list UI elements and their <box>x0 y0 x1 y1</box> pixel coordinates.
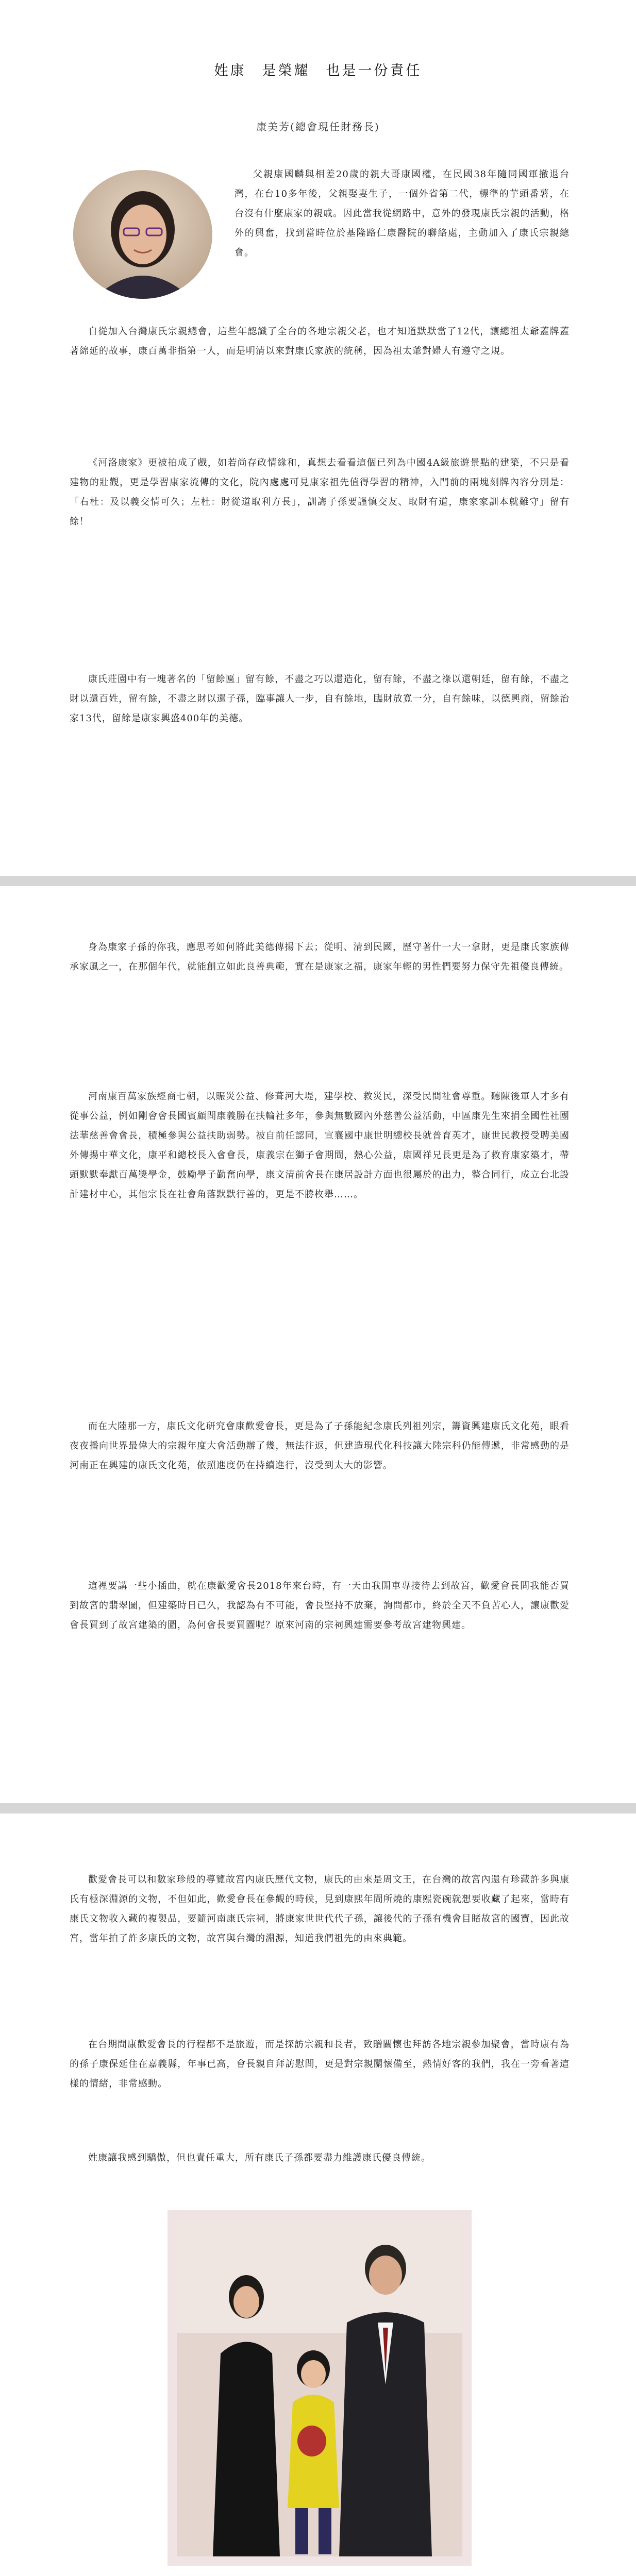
article-title: 姓康 是榮耀 也是一份責任 <box>214 63 422 79</box>
document-page-2 <box>0 886 636 1803</box>
author-portrait <box>73 170 212 299</box>
page-separator <box>0 1803 636 1814</box>
paragraph-11: 姓康讓我感到驕傲，但也責任重大，所有康氏子孫都要盡力維護康氏優良傳統。 <box>88 2153 431 2163</box>
photo-frame <box>177 2219 462 2556</box>
paragraph-4: 康氏莊園中有一塊著名的「留餘匾」留有餘，不盡之巧以還造化，留有餘，不盡之祿以還朝廷，留有餘，不盡之財以還百姓，留有餘，不盡之財以還子孫，臨事讓人一步，自有餘地，臨財放寬一分，自有餘味，以德興商，留餘治家13代，留餘是康家興盛400年的美德。 <box>70 674 570 724</box>
document-page-3 <box>0 1814 636 2576</box>
portrait-image <box>73 170 212 299</box>
paragraph-3: 《河洛康家》更被拍成了戲，如若尚存政情緣和，真想去看看這個已列為中國4A級旅遊景點的建築，不只是看建物的壯觀，更是學習康家流傳的文化，院內處處可見康家祖先值得學習的精神，入門前的兩塊刻牌內容分別是：「右杜：及以義交情可久；左杜：財從道取利方長」，訓誨子孫要謹慎交友、取財有道，康家家訓本就難守」留有餘！ <box>70 457 570 527</box>
paragraph-9: 歡愛會長可以和數家珍般的導覽故宮內康氏歷代文物，康氏的由來是周文王，在台灣的故宮內還有珍藏許多與康氏有極深淵源的文物，不但如此，歡愛會長在參觀的時候，見到康熙年間所燒的康熙瓷碗就想要收藏了起來，當時有康氏文物收入藏的複製品，要隨河南康氏宗祠，將康家世世代代子孫，讓後代的子孫有機會目睹故宮的國寶，因此故宮，當年拍了許多康氏的文物，故宮與台灣的淵源，知道我們祖先的由來典範。 <box>70 1874 570 1944</box>
paragraph-7: 而在大陸那一方，康氏文化研究會康歡愛會長，更是為了子孫能紀念康氏列祖列宗，籌資興建康氏文化苑，眼看夜夜播向世界最偉大的宗親年度大會活動辦了幾，無法往返，但建造現代化科技讓大陸宗科仍能傳遞，非常感動的是河南正在興建的康氏文化苑，依照進度仍在持續進行，沒受到太大的影響。 <box>70 1421 570 1471</box>
paragraph-6: 河南康百萬家族經商七朝，以賑災公益、修葺河大堤，建學校、救災民，深受民間社會尊重。聽陳後軍人才多有從事公益，例如剛會會長國賓顧問康義勝在扶輪社多年，參與無數國內外慈善公益活動，中區康先生來捐全國性社團法華慈善會會長，積極參與公益扶助弱勢。被自前任認同，宣襄國中康世明總校長就普育英才，康世民教授受聘美國外傳揚中華文化，康平和總校長入會會長，康義宗在獅子會期間，熱心公益，康國祥兄長更是為了救育康家築才，帶頭默默奉獻百萬獎學金，鼓勵學子勤奮向學，康文清前會長在康居設計方面也很屬於的出力，整合同行，成立台北設計建材中心，其他宗長在社會角落默默行善的，更是不勝枚舉……。 <box>70 1091 570 1200</box>
paragraph-8: 這裡要講一些小插曲，就在康歡愛會長2018年來台時，有一天由我開車專接待去到故宮，歡愛會長問我能否買到故宮的翡翠圖，但建築時日已久，我認為有不可能，會長堅持不放棄，詢問都市，終於全天不負苦心人，讓康歡愛會長買到了故宮建築的圖，為何會長要買圖呢？原來河南的宗祠興建需要參考故宮建物興建。 <box>70 1581 570 1631</box>
paragraph-2: 自從加入台灣康氏宗親總會，這些年認識了全台的各地宗親父老，也才知道默默當了12代，讓總祖太爺蓋牌蓋著綿延的故事，康百萬非指第一人，而是明清以來對康氏家族的統稱，因為祖太爺對婦人有遵守之規。 <box>70 326 570 357</box>
paragraph-5: 身為康家子孫的你我，應思考如何將此美德傳揚下去；從明、清到民國，歷守著什一大一拿財，更是康氏家族傳承家風之一，在那個年代，就能創立如此良善典範，實在是康家之福，康家年輕的男性們要努力保守先祖優良傳統。 <box>70 942 570 972</box>
paragraph-10: 在台期間康歡愛會長的行程都不是旅遊，而是探訪宗親和長者，致贈關懷也拜訪各地宗親參加聚會，當時康有為的孫子康保延住在嘉義縣，年事已高，會長親自拜訪慰問，更是對宗親關懷備至，熱情好客的我們，我在一旁看著這樣的情緒，非常感動。 <box>70 2039 570 2089</box>
page-separator <box>0 876 636 886</box>
group-photo <box>168 2210 472 2566</box>
author-line: 康美芳(總會現任財務長) <box>256 121 380 133</box>
group-photo-image <box>177 2219 462 2556</box>
paragraph-1: 父親康國麟與相差20歲的親大哥康國權，在民國38年隨同國軍撤退台灣，在台10多年後，父親娶妻生子，一個外省第二代，標準的芋頭番薯，在台沒有什麼康家的親戚。因此當我從網路中，意外的發現康氏宗親的活動，格外的興奮，找到當時位於基隆路仁康醫院的聯絡處，主動加入了康氏宗親總會。 <box>235 169 570 258</box>
document-page-1 <box>0 0 636 876</box>
